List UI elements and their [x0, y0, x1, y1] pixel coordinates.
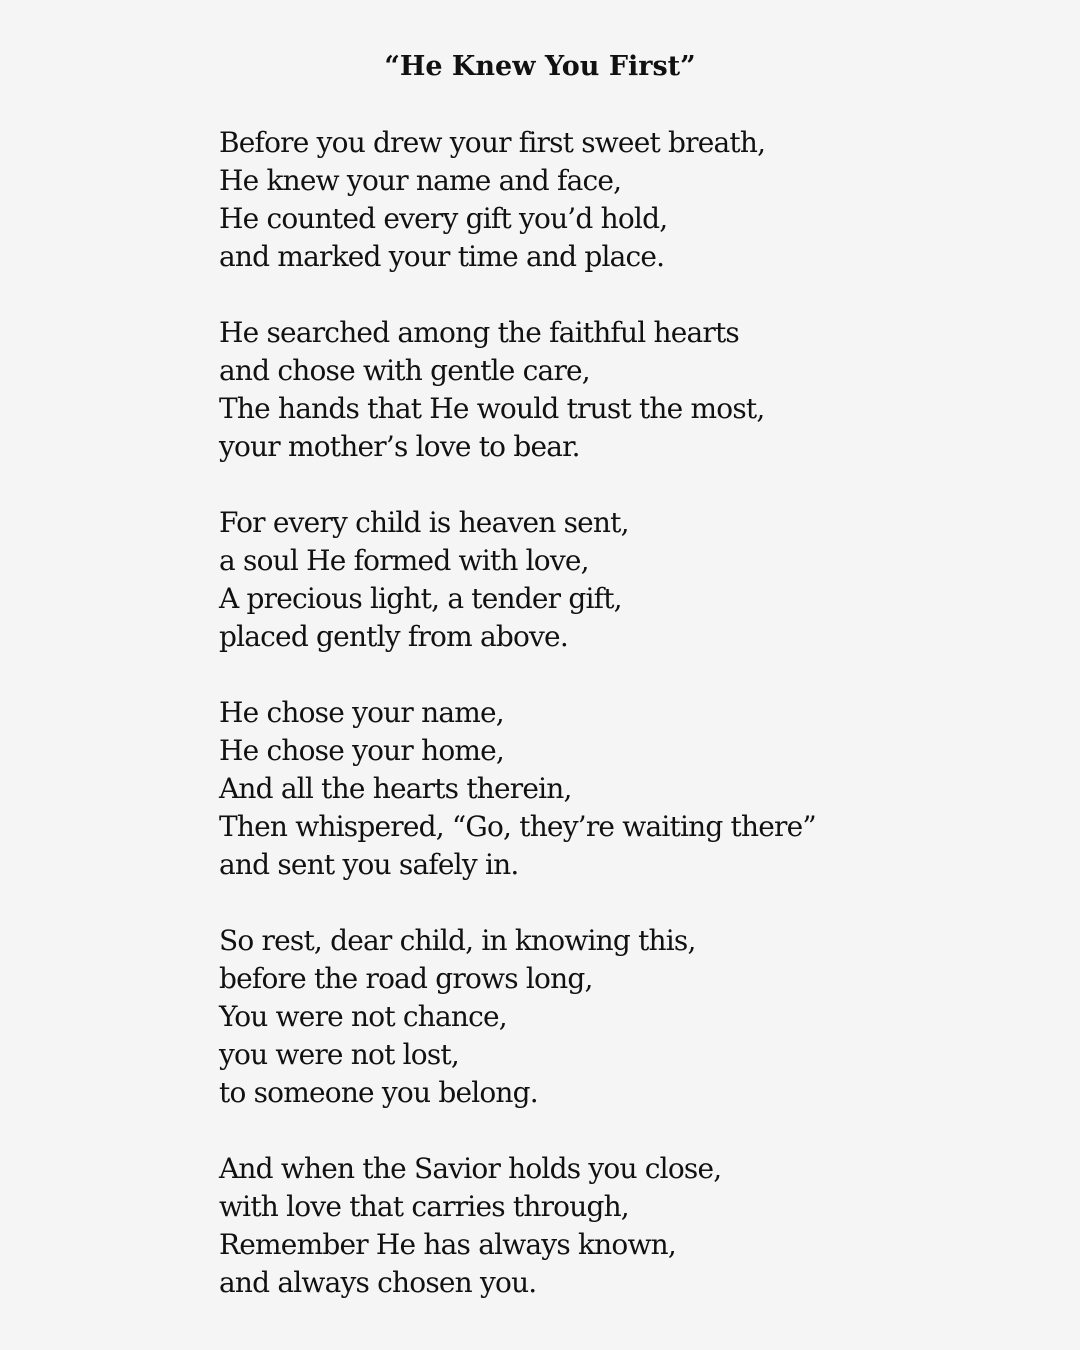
poem-line: He chose your name, — [219, 696, 504, 729]
poem-line: a soul He formed with love, — [219, 544, 589, 577]
stanza-3 — [219, 504, 1039, 656]
stanza-5 — [219, 922, 1039, 1112]
poem-line: He searched among the faithful hearts — [219, 316, 739, 349]
stanza-1 — [219, 124, 1039, 276]
poem-line: and always chosen you. — [219, 1266, 537, 1299]
poem-line: and marked your time and place. — [219, 240, 665, 273]
poem-line: And all the hearts therein, — [219, 772, 572, 805]
poem-line: He chose your home, — [219, 734, 505, 767]
poem-line: you were not lost, — [219, 1038, 459, 1071]
poem-body — [219, 124, 1039, 1302]
stanza-6 — [219, 1150, 1039, 1302]
poem-line: A precious light, a tender gift, — [219, 582, 622, 615]
poem-line: with love that carries through, — [219, 1190, 629, 1223]
poem-line: He counted every gift you’d hold, — [219, 202, 668, 235]
poem-title: “He Knew You First” — [384, 51, 696, 82]
stanza-4 — [219, 694, 1039, 884]
poem-line: and chose with gentle care, — [219, 354, 590, 387]
poem-line: to someone you belong. — [219, 1076, 538, 1109]
poem-line: So rest, dear child, in knowing this, — [219, 924, 696, 957]
stanza-2 — [219, 314, 1039, 466]
poem-line: The hands that He would trust the most, — [219, 392, 765, 425]
poem-line: placed gently from above. — [219, 620, 568, 653]
poem-line: and sent you safely in. — [219, 848, 519, 881]
poem-line: your mother’s love to bear. — [219, 430, 580, 463]
poem-line: Before you drew your first sweet breath, — [219, 126, 766, 159]
poem-line: For every child is heaven sent, — [219, 506, 629, 539]
poem-line: And when the Savior holds you close, — [219, 1152, 722, 1185]
poem-line: He knew your name and face, — [219, 164, 622, 197]
poem-line: You were not chance, — [219, 1000, 507, 1033]
poem-line: Then whispered, “Go, they’re waiting there” — [219, 810, 816, 843]
poem-line: before the road grows long, — [219, 962, 593, 995]
poem-line: Remember He has always known, — [219, 1228, 676, 1261]
